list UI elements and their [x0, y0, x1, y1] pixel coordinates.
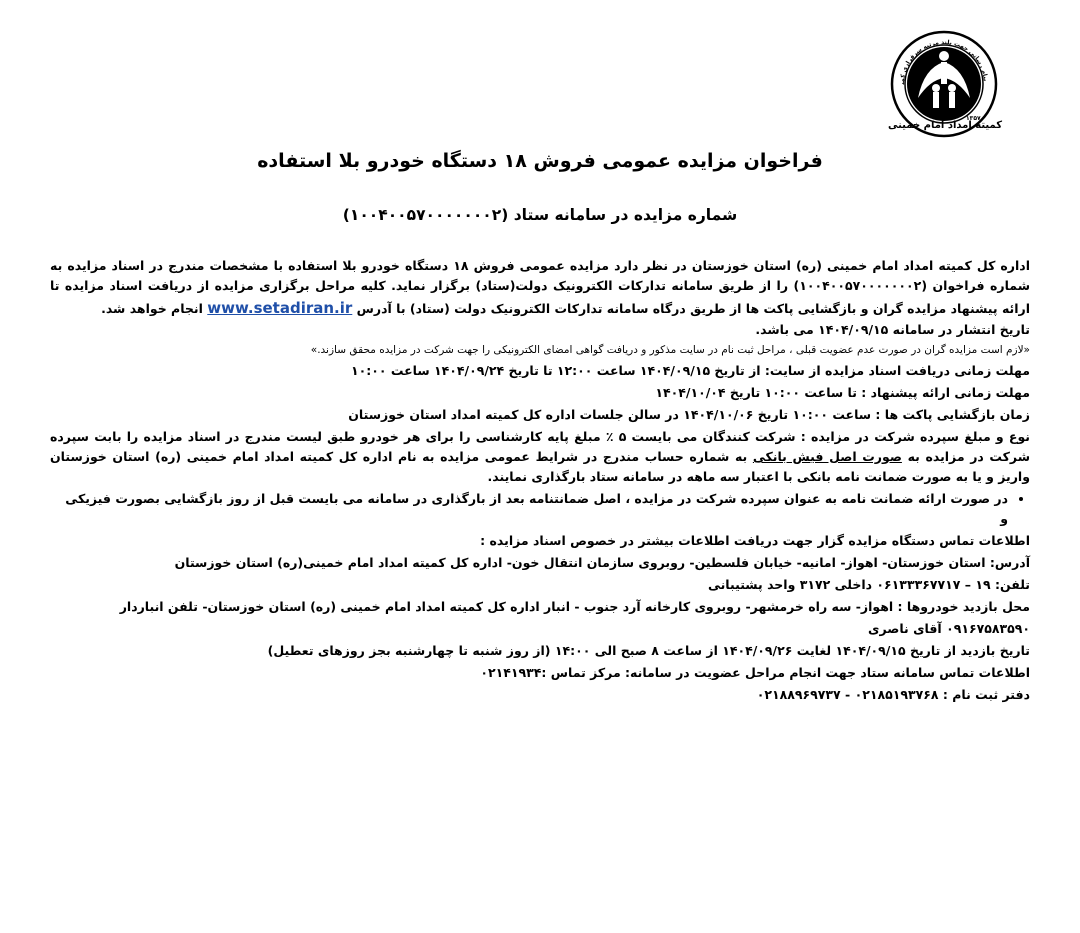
offer-deadline: مهلت زمانی ارائه پیشنهاد : تا ساعت ۱۰:۰۰ تاریخ ۱۴۰۴/۱۰/۰۴ — [655, 384, 1030, 400]
opening-time: زمان بازگشایی پاکت ها : ساعت ۱۰:۰۰ تاریخ ۱۴۰۴/۱۰/۰۶ در سالن جلسات اداره کل کمیته امداد استان خوزستان — [348, 406, 1030, 422]
auction-number: شماره مزایده در سامانه ستاد (۱۰۰۴۰۰۵۷۰۰۰۰۰۰۰۲) — [342, 206, 738, 224]
deposit-paragraph — [50, 427, 1030, 487]
logo-year: ۱۳۵۷ — [966, 115, 981, 122]
page-title: فراخوان مزایده عمومی فروش ۱۸ دستگاه خودرو بلا استفاده — [257, 150, 823, 172]
contact-address: آدرس: استان خوزستان- اهواز- امانیه- خیابان فلسطین- روبروی سازمان انتقال خون- اداره کل کمیته امداد امام خمینی(ره) استان خوزستان — [174, 554, 1030, 570]
guarantee-list — [50, 489, 1030, 529]
publish-date: تاریخ انتشار در سامانه ۱۴۰۴/۰۹/۱۵ می باشد. — [755, 322, 1030, 337]
intro-text: اداره کل کمیته امداد امام خمینی (ره) استان خوزستان در نظر دارد مزایده عمومی فروش ۱۸ دستگاه خودرو بلا استفاده با مشخصات مندرج در اسناد مزایده به شماره فراخوان (۱۰۰۴۰۰۵۷۰۰۰۰۰۰۰۲) را از طریق سامانه تدارکات الکترونیک دولت(ستاد) برگزار نماید. کلیه مراحل برگزاری مزایده از دریافت اسناد مزایده تا ارائه پیشنهاد مزایده گران و بازگشایی پاکت ها از طریق درگاه سامانه تدارکات الکترونیک دولت (ستاد) با آدرس — [50, 258, 1030, 316]
registration-office: دفتر ثبت نام : ۰۲۱۸۵۱۹۳۷۶۸ - ۰۲۱۸۸۹۶۹۷۳۷ — [756, 686, 1030, 702]
guarantee-continuation: و — [1000, 510, 1008, 526]
deposit-text: نوع و مبلغ سپرده شرکت در مزایده : شرکت کنندگان می بایست ۵ ٪ مبلغ پایه کارشناسی را برای هر خودرو طبق لیست مندرج در اسناد مزایده را بابت سپرده شرکت در مزایده به — [50, 428, 1031, 464]
deposit-underlined: صورت اصل فیش بانکی — [752, 448, 902, 464]
intro-paragraph — [50, 256, 1030, 340]
logo-seal-text: پیام رسانی جهت بلند مرتبه سرفرازی کمی — [898, 38, 989, 85]
announcement-body — [50, 256, 1030, 707]
visit-date: تاریخ بازدید از تاریخ ۱۴۰۴/۰۹/۱۵ لغایت ۱۴۰۴/۰۹/۲۶ از ساعت ۸ صبح الی ۱۴:۰۰ (از روز شنبه تا چهارشنبه بجز روزهای تعطیل) — [267, 642, 1030, 658]
guarantee-text: در صورت ارائه ضمانت نامه به عنوان سپرده شرکت در مزایده ، اصل ضمانتنامه بعد از بارگذاری در سامانه می بایست قبل از روز بازگشایی بصورت فیزیکی — [65, 490, 1008, 506]
setad-contact: اطلاعات تماس سامانه ستاد جهت انجام مراحل عضویت در سامانه: مرکز تماس :۰۲۱۴۱۹۳۴ — [480, 664, 1030, 680]
contact-phone: تلفن: ۱۹ – ۰۶۱۳۳۳۶۷۷۱۷ داخلی ۳۱۷۲ واحد پشتیبانی — [707, 576, 1030, 592]
documents-deadline: مهلت زمانی دریافت اسناد مزایده از سایت: از تاریخ ۱۴۰۴/۰۹/۱۵ ساعت ۱۲:۰۰ تا تاریخ ۱۴۰۴/۰۹/۲۴ ساعت ۱۰:۰۰ — [351, 362, 1030, 378]
storekeeper-contact: ۰۹۱۶۷۵۸۳۵۹۰ آقای ناصری — [868, 620, 1030, 636]
contact-heading: اطلاعات تماس دستگاه مزایده گزار جهت دریافت اطلاعات بیشتر در خصوص اسناد مزایده : — [480, 532, 1030, 548]
intro-text-end: انجام خواهد شد. — [101, 301, 203, 316]
guarantee-item — [50, 489, 1008, 529]
registration-notice: «لازم است مزایده گران در صورت عدم عضویت قبلی ، مراحل ثبت نام در سایت مذکور و دریافت گواهی امضای الکترونیکی را جهت شرکت در مزایده محقق سازند.» — [310, 344, 1030, 356]
setadiran-link[interactable]: www.setadiran.ir — [207, 299, 353, 317]
visit-location: محل بازدید خودروها : اهواز- سه راه خرمشهر- روبروی کارخانه آرد جنوب - انبار اداره کل کمیته امداد امام خمینی (ره) استان خوزستان- تلفن انباردار — [119, 598, 1030, 614]
logo-caption: کمیته امداد امام خمینی — [887, 120, 1003, 131]
deposit-text-end: به شماره حساب مندرج در شرایط عمومی مزایده به نام اداره کل کمیته امداد امام خمینی (ره) استان خوزستان واریز و یا به صورت ضمانت نامه بانکی با اعتبار سه ماهه در سامانه ستاد بارگذاری نمایند. — [50, 448, 1030, 484]
